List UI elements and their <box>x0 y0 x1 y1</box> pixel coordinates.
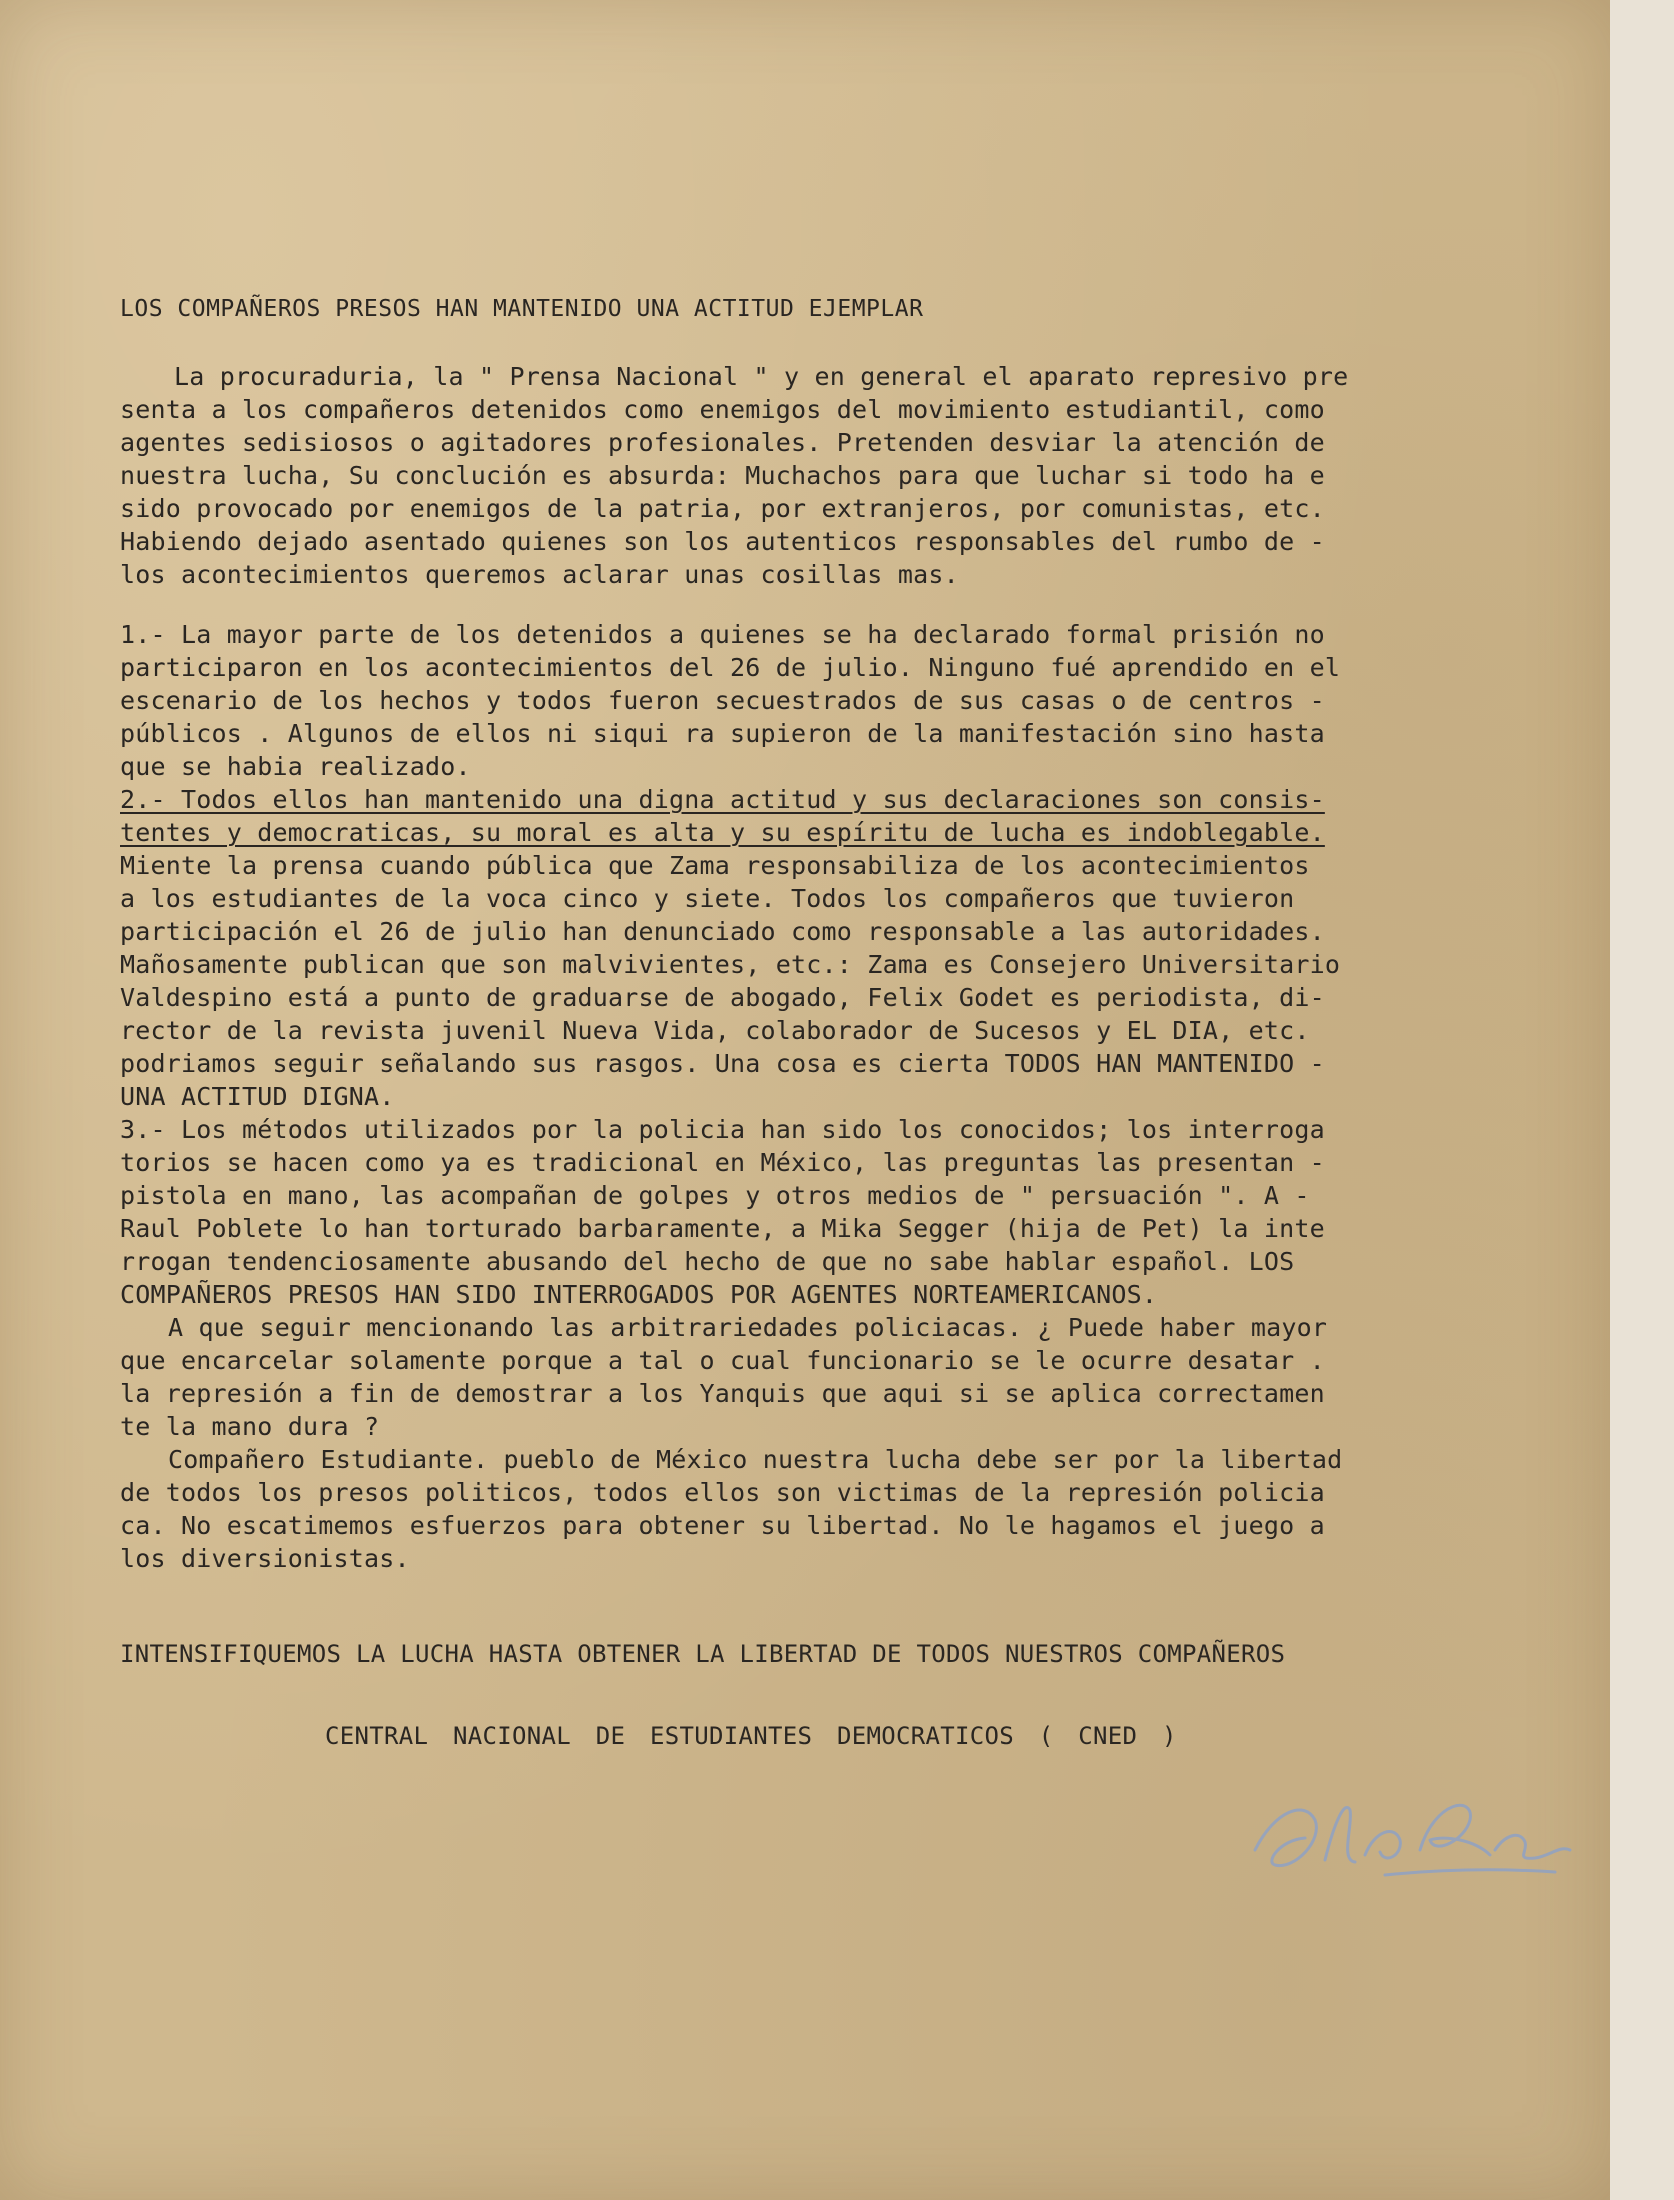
text-line: participación el 26 de julio han denunciado como responsable a las autoridades. <box>120 917 1325 946</box>
text-line: a los estudiantes de la voca cinco y siete. Todos los compañeros que tuvieron <box>120 884 1295 913</box>
text-line: sido provocado por enemigos de la patria, por extranjeros, por comunistas, etc. <box>120 494 1325 523</box>
text-line: 1.- La mayor parte de los detenidos a quienes se ha declarado formal prisión no <box>120 620 1325 649</box>
text-line: públicos . Algunos de ellos ni siqui ra supieron de la manifestación sino hasta <box>120 719 1325 748</box>
text-line: Miente la prensa cuando pública que Zama responsabiliza de los acontecimientos <box>120 851 1310 880</box>
text-line: que encarcelar solamente porque a tal o cual funcionario se le ocurre desatar . <box>120 1346 1325 1375</box>
intro-paragraph <box>120 360 1520 591</box>
text-line: que se habia realizado. <box>120 752 471 781</box>
text-line: rrogan tendenciosamente abusando del hecho de que no sabe hablar español. LOS <box>120 1247 1295 1276</box>
text-line: La procuraduria, la " Prensa Nacional " y en general el aparato represivo pre <box>174 362 1349 391</box>
text-line: los acontecimientos queremos aclarar unas cosillas mas. <box>120 560 959 589</box>
text-line: escenario de los hechos y todos fueron secuestrados de sus casas o de centros - <box>120 686 1325 715</box>
text-line: Mañosamente publican que son malvivientes, etc.: Zama es Consejero Universitario <box>120 950 1341 979</box>
text-line: Valdespino está a punto de graduarse de abogado, Felix Godet es periodista, di- <box>120 983 1325 1012</box>
text-line: agentes sedisiosos o agitadores profesionales. Pretenden desviar la atención de <box>120 428 1325 457</box>
text-line: rector de la revista juvenil Nueva Vida, colaborador de Sucesos y EL DIA, etc. <box>120 1016 1310 1045</box>
text-line: nuestra lucha, Su conclución es absurda: Muchachos para que luchar si todo ha e <box>120 461 1325 490</box>
text-line: podriamos seguir señalando sus rasgos. Una cosa es cierta TODOS HAN MANTENIDO - <box>120 1049 1325 1078</box>
handwritten-signature <box>1235 1780 1595 1900</box>
underlined-line: tentes y democraticas, su moral es alta y su espíritu de lucha es indoblegable. <box>120 818 1325 847</box>
text-line: A que seguir mencionando las arbitrariedades policiacas. ¿ Puede haber mayor <box>168 1313 1328 1342</box>
text-line: 3.- Los métodos utilizados por la policia han sido los conocidos; los interroga <box>120 1115 1325 1144</box>
text-line: Raul Poblete lo han torturado barbaramente, a Mika Segger (hija de Pet) la inte <box>120 1214 1325 1243</box>
organization-signature-line: CENTRAL NACIONAL DE ESTUDIANTES DEMOCRATICOS ( CNED ) <box>325 1722 1177 1750</box>
text-line: la represión a fin de demostrar a los Yanquis que aqui si se aplica correctamen <box>120 1379 1325 1408</box>
document-title: LOS COMPAÑEROS PRESOS HAN MANTENIDO UNA ACTITUD EJEMPLAR <box>120 296 924 322</box>
underlined-line: 2.- Todos ellos han mantenido una digna actitud y sus declaraciones son consis- <box>120 785 1325 814</box>
text-line: senta a los compañeros detenidos como enemigos del movimiento estudiantil, como <box>120 395 1325 424</box>
closing-slogan: INTENSIFIQUEMOS LA LUCHA HASTA OBTENER LA LIBERTAD DE TODOS NUESTROS COMPAÑEROS <box>120 1640 1286 1668</box>
text-line: los diversionistas. <box>120 1544 410 1573</box>
points-section <box>120 618 1520 1575</box>
text-line: participaron en los acontecimientos del 26 de julio. Ninguno fué aprendido en el <box>120 653 1341 682</box>
text-line: torios se hacen como ya es tradicional en México, las preguntas las presentan - <box>120 1148 1325 1177</box>
text-line: Compañero Estudiante. pueblo de México nuestra lucha debe ser por la libertad <box>168 1445 1343 1474</box>
text-line: COMPAÑEROS PRESOS HAN SIDO INTERROGADOS POR AGENTES NORTEAMERICANOS. <box>120 1280 1158 1309</box>
text-line: Habiendo dejado asentado quienes son los autenticos responsables del rumbo de - <box>120 527 1325 556</box>
text-line: te la mano dura ? <box>120 1412 380 1441</box>
text-line: de todos los presos politicos, todos ellos son victimas de la represión policia <box>120 1478 1325 1507</box>
text-line: UNA ACTITUD DIGNA. <box>120 1082 395 1111</box>
text-line: pistola en mano, las acompañan de golpes y otros medios de " persuación ". A - <box>120 1181 1310 1210</box>
text-line: ca. No escatimemos esfuerzos para obtener su libertad. No le hagamos el juego a <box>120 1511 1325 1540</box>
